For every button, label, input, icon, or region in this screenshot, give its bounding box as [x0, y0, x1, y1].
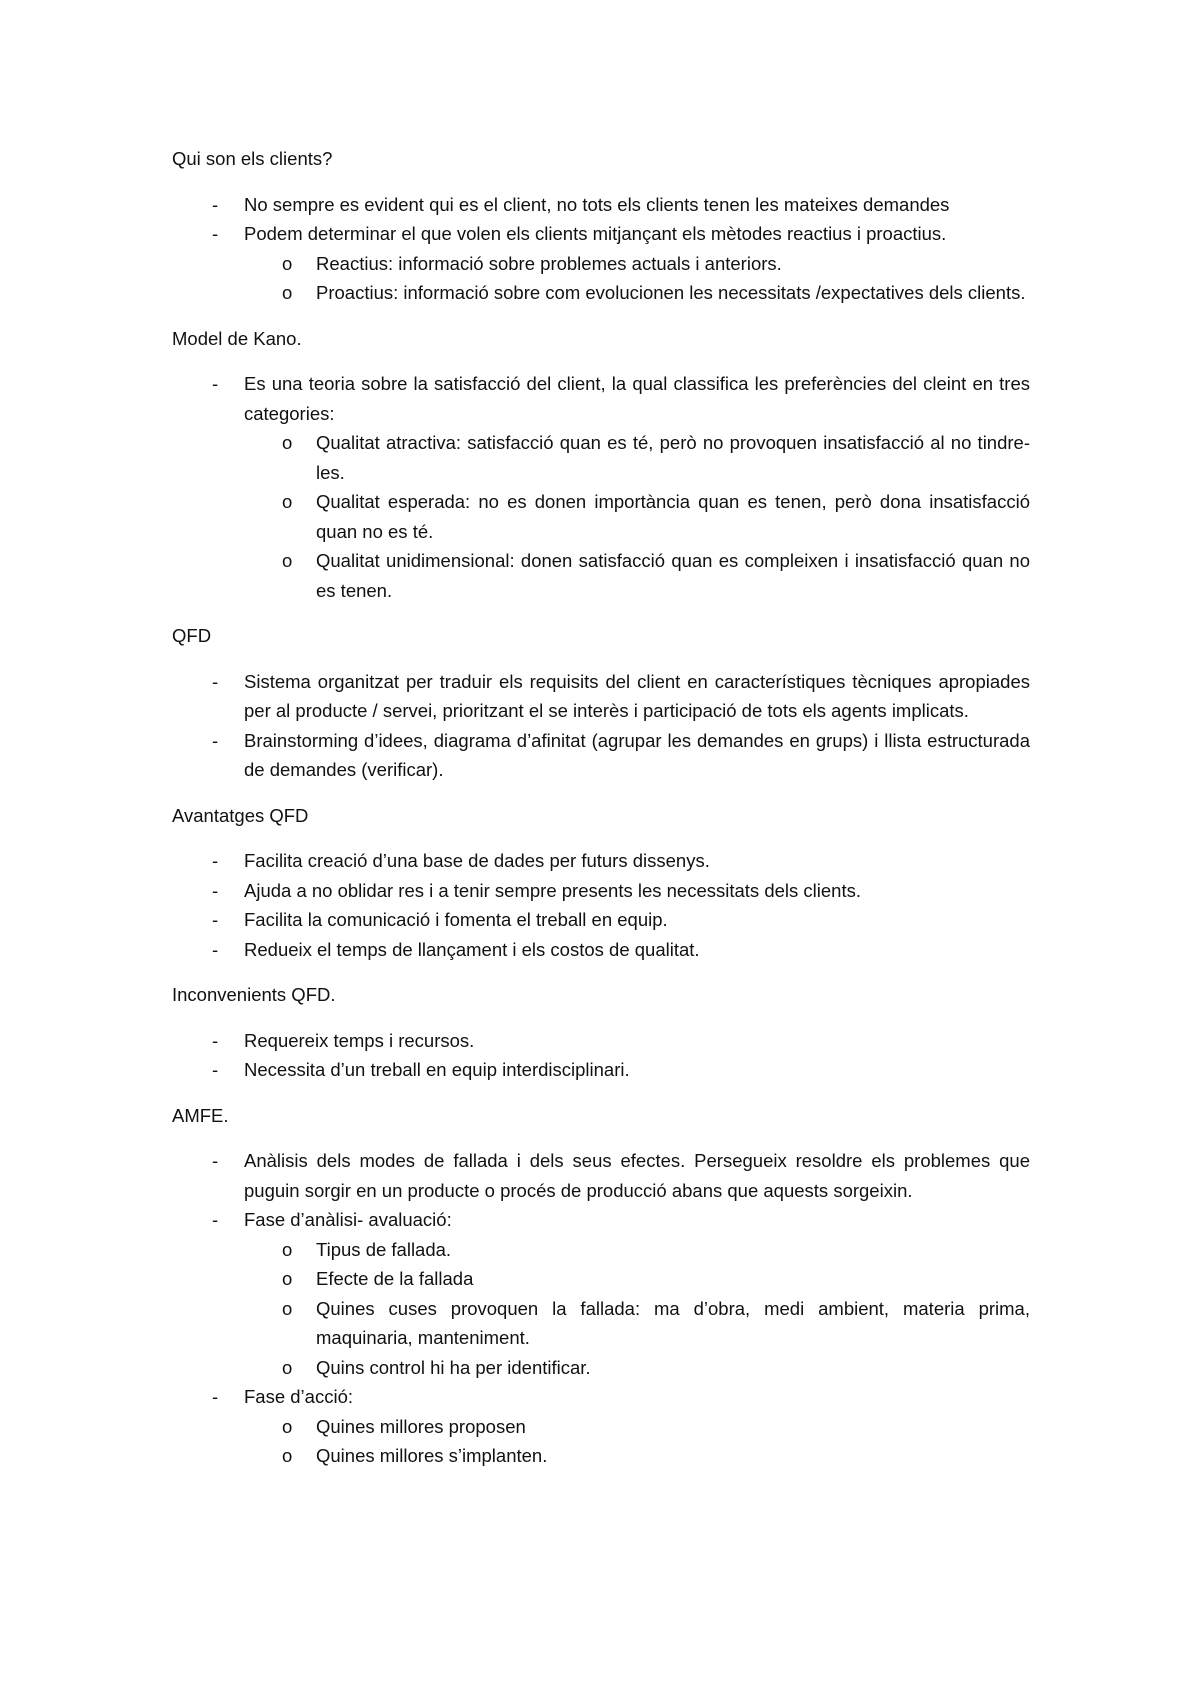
sub-list-item-text: Quines cuses provoquen la fallada: ma d’obra, medi ambient, materia prima, maquinaria, manteniment. — [316, 1297, 1030, 1348]
list-item — [172, 1026, 1030, 1056]
sub-list-item-text: Qualitat unidimensional: donen satisfacció quan es compleixen i insatisfacció quan no es tenen. — [316, 550, 1030, 601]
sub-list-item-text: Tipus de fallada. — [316, 1238, 452, 1260]
bullet-list — [172, 846, 1030, 964]
dash-bullet-icon: - — [212, 670, 219, 692]
list-item-text: Facilita la comunicació i fomenta el treball en equip. — [244, 909, 668, 930]
dash-bullet-icon: - — [212, 909, 219, 930]
list-item — [172, 1055, 1030, 1085]
list-item-text: Anàlisis dels modes de fallada i dels seus efectes. Persegueix resoldre els problemes que puguin sorgir en un producte o procés de producció abans que aquests sorgeixin. — [244, 1150, 1030, 1201]
list-item-text: Brainstorming d’idees, diagrama d’afinitat (agrupar les demandes en grups) i llista estructurada de demandes (verificar). — [244, 729, 1030, 780]
sub-list-item-text: Quines millores s’implanten. — [316, 1445, 548, 1466]
list-item — [172, 726, 1030, 785]
list-item-text: Fase d’anàlisi- avaluació: — [244, 1209, 452, 1230]
list-item — [172, 369, 1030, 605]
list-item — [172, 876, 1030, 906]
sub-list-item-text: Proactius: informació sobre com evolucionen les necessitats /expectatives dels clients. — [316, 282, 1026, 303]
list-item — [172, 219, 1030, 308]
list-item — [172, 1205, 1030, 1382]
sub-list-item — [172, 428, 1030, 487]
list-item-text: Sistema organitzat per traduir els requisits del client en característiques tècniques apropiades per al producte / servei, prioritzant el se interès i participació de tots els agents implicats. — [244, 670, 1030, 721]
section-heading: AMFE. — [172, 1104, 229, 1126]
list-item-text: No sempre es evident qui es el client, no tots els clients tenen les mateixes demandes — [244, 193, 950, 215]
list-item-text: Necessita d’un treball en equip interdisciplinari. — [244, 1059, 630, 1080]
sub-bullet-list — [244, 1235, 1030, 1383]
sub-bullet-list — [244, 249, 1030, 308]
dash-bullet-icon: - — [212, 1386, 219, 1407]
sub-list-item — [172, 546, 1030, 605]
circle-bullet-icon: o — [282, 1445, 293, 1466]
dash-bullet-icon: - — [212, 938, 219, 960]
list-item-text: Fase d’acció: — [244, 1386, 353, 1407]
dash-bullet-icon: - — [212, 1029, 219, 1051]
list-item-text: Es una teoria sobre la satisfacció del client, la qual classifica les preferències del cleint en tres categories: — [244, 373, 1030, 424]
sub-list-item — [172, 1353, 1030, 1383]
circle-bullet-icon: o — [282, 1238, 293, 1260]
list-item — [172, 846, 1030, 876]
document-body — [172, 144, 1030, 1487]
dash-bullet-icon: - — [212, 193, 219, 215]
sub-list-item — [172, 1264, 1030, 1294]
circle-bullet-icon: o — [282, 252, 293, 274]
dash-bullet-icon: - — [212, 1059, 219, 1080]
dash-bullet-icon: - — [212, 373, 219, 394]
circle-bullet-icon: o — [282, 1415, 293, 1437]
list-item-text: Redueix el temps de llançament i els costos de qualitat. — [244, 938, 700, 960]
circle-bullet-icon: o — [282, 1356, 293, 1378]
list-item — [172, 667, 1030, 726]
circle-bullet-icon: o — [282, 1268, 293, 1289]
circle-bullet-icon: o — [282, 491, 293, 512]
bullet-list — [172, 369, 1030, 605]
sub-list-item — [172, 278, 1030, 308]
sub-bullet-list — [244, 428, 1030, 605]
circle-bullet-icon: o — [282, 1297, 293, 1319]
circle-bullet-icon: o — [282, 282, 293, 303]
section-heading: Avantatges QFD — [172, 804, 309, 826]
sub-list-item — [172, 1412, 1030, 1442]
section-heading: Model de Kano. — [172, 327, 302, 349]
sub-list-item-text: Reactius: informació sobre problemes actuals i anteriors. — [316, 252, 782, 274]
section-heading: QFD — [172, 625, 212, 646]
bullet-list — [172, 1146, 1030, 1471]
list-item — [172, 905, 1030, 935]
sub-list-item-text: Quines millores proposen — [316, 1415, 526, 1437]
list-item — [172, 1382, 1030, 1471]
section-heading: Qui son els clients? — [172, 148, 333, 169]
circle-bullet-icon: o — [282, 550, 293, 571]
sub-list-item-text: Qualitat atractiva: satisfacció quan es té, però no provoquen insatisfacció al no tindre-les. — [316, 432, 1030, 483]
list-item — [172, 935, 1030, 965]
list-item-text: Ajuda a no oblidar res i a tenir sempre presents les necessitats dels clients. — [244, 879, 861, 901]
bullet-list — [172, 667, 1030, 785]
list-item-text: Requereix temps i recursos. — [244, 1029, 475, 1051]
sub-list-item — [172, 249, 1030, 279]
sub-list-item — [172, 487, 1030, 546]
dash-bullet-icon: - — [212, 1150, 219, 1171]
sub-list-item — [172, 1235, 1030, 1265]
list-item-text: Podem determinar el que volen els clients mitjançant els mètodes reactius i proactius. — [244, 223, 947, 244]
circle-bullet-icon: o — [282, 432, 293, 453]
dash-bullet-icon: - — [212, 879, 219, 901]
dash-bullet-icon: - — [212, 223, 219, 244]
list-item-text: Facilita creació d’una base de dades per futurs dissenys. — [244, 850, 710, 871]
sub-list-item-text: Efecte de la fallada — [316, 1268, 474, 1289]
dash-bullet-icon: - — [212, 1209, 219, 1230]
list-item — [172, 190, 1030, 220]
list-item — [172, 1146, 1030, 1205]
sub-list-item-text: Quins control hi ha per identificar. — [316, 1356, 591, 1378]
sub-list-item — [172, 1294, 1030, 1353]
section-heading: Inconvenients QFD. — [172, 984, 336, 1005]
sub-bullet-list — [244, 1412, 1030, 1471]
bullet-list — [172, 190, 1030, 308]
dash-bullet-icon: - — [212, 850, 219, 871]
dash-bullet-icon: - — [212, 729, 219, 751]
sub-list-item — [172, 1441, 1030, 1471]
sub-list-item-text: Qualitat esperada: no es donen importància quan es tenen, però dona insatisfacció quan no es té. — [316, 491, 1030, 542]
bullet-list — [172, 1026, 1030, 1085]
